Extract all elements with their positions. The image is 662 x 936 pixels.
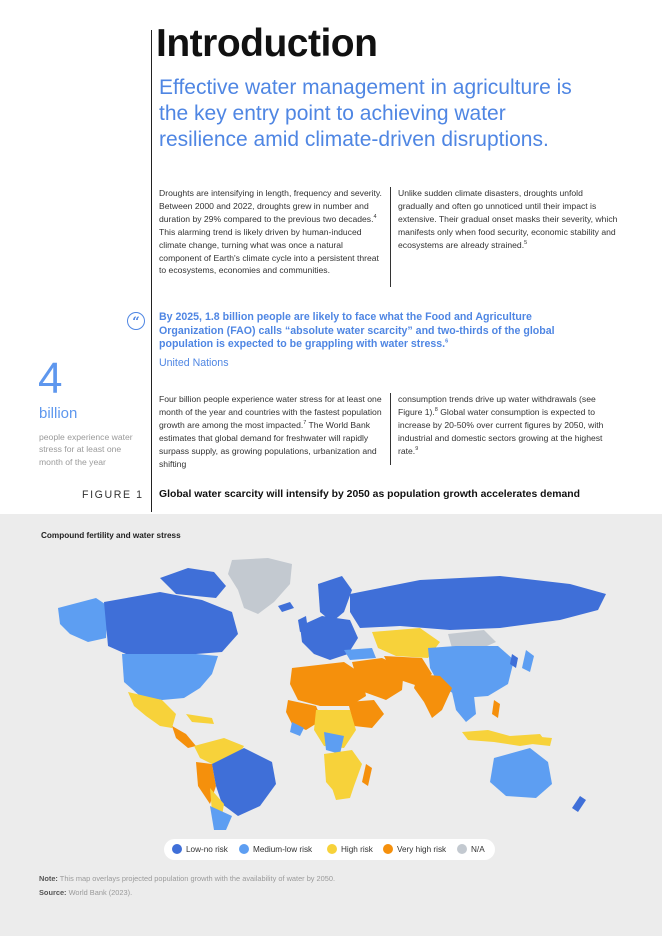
map-legend (164, 839, 495, 860)
map-title: Compound fertility and water stress (41, 531, 181, 540)
legend-dot (172, 844, 182, 854)
column-divider (390, 393, 391, 465)
quote-icon: “ (127, 312, 145, 330)
map-south-africa (332, 786, 354, 800)
vertical-rule (151, 30, 152, 512)
legend-item-low-no-risk: Low-no risk (172, 844, 228, 854)
map-russia (350, 576, 606, 630)
body-top-right: Unlike sudden climate disasters, droughts unfold gradually and often go unnoticed until their impact is extensive. Their gradual onset masks their severity, which manifests only when food security, economic stability and ecosystems are already strained.$^5$ (398, 188, 618, 250)
legend-item-high-risk: High risk (327, 844, 373, 854)
stat-unit: billion (39, 405, 78, 422)
lead-paragraph: Effective water management in agriculture is the key entry point to achieving water resilience amid climate-driven disruptions. (159, 76, 572, 151)
legend-dot (327, 844, 337, 854)
body-bottom-right: consumption trends drive up water withdrawals (see Figure 1).$^8$ Global water consumption is expected to increase by 20-50% over current figures by 2050, with industrial and domestic sectors growing at the highest rate.$^9$ (398, 394, 604, 456)
map-png (530, 736, 552, 746)
map-iceland (278, 602, 294, 612)
map-canada (104, 592, 238, 654)
stat-value: 4 (38, 354, 63, 403)
legend-item-very-high-risk: Very high risk (383, 844, 446, 854)
map-central-america (172, 726, 196, 748)
figure-title: Global water scarcity will intensify by 2050 as population growth accelerates demand (159, 489, 580, 500)
map-panel (0, 514, 662, 936)
map-philippines (492, 700, 500, 718)
body-top-left: Droughts are intensifying in length, frequency and severity. Between 2000 and 2022, droughts grew in number and duration by 29% compared to the previous two decades.$^4$ This alarming trend is likely driven by human-induced climate change, turning what was once a natural component of Earth's climate cycle into a persistent threat to ecosystems, economies and communities. (159, 188, 382, 276)
map-japan (522, 650, 534, 672)
map-new-zealand (572, 796, 586, 812)
legend-item-medium-low-risk: Medium-low risk (239, 844, 312, 854)
page-title: Introduction (156, 22, 378, 65)
legend-dot (457, 844, 467, 854)
figure-label: FIGURE 1 (82, 489, 144, 501)
map-usa (122, 654, 218, 700)
map-alaska (58, 598, 108, 642)
map-madagascar (362, 764, 372, 786)
map-arctic-islands (160, 568, 226, 598)
map-turkey (344, 648, 376, 660)
stat-description: people experience water stress for at least one month of the year (39, 432, 133, 467)
column-divider (390, 187, 391, 287)
quote-source: United Nations (159, 357, 229, 369)
map-uk (298, 616, 308, 632)
map-caribbean (186, 714, 214, 724)
map-australia (490, 748, 552, 798)
body-bottom-left: Four billion people experience water stress for at least one month of the year and countries with the fastest population growth are among the most impacted.$^7$ The World Bank estimates that global demand for freshwater will rapidly surpass supply, as growing populations, urbanization and shifting (159, 394, 382, 469)
map-scandinavia (318, 576, 352, 622)
legend-dot (239, 844, 249, 854)
pull-quote: By 2025, 1.8 billion people are likely to face what the Food and Agriculture Organization (FAO) calls “absolute water scarcity” and two-thirds of the global population is expected to be grappling with water stress.$^6$ (159, 311, 555, 351)
figure-source: Source: World Bank (2023). (39, 888, 133, 897)
world-map (0, 550, 662, 830)
figure-note: Note: This map overlays projected population growth with the availability of water by 2050. (39, 874, 336, 883)
map-southeast-asia (452, 692, 476, 722)
legend-dot (383, 844, 393, 854)
legend-item-na: N/A (457, 844, 485, 854)
